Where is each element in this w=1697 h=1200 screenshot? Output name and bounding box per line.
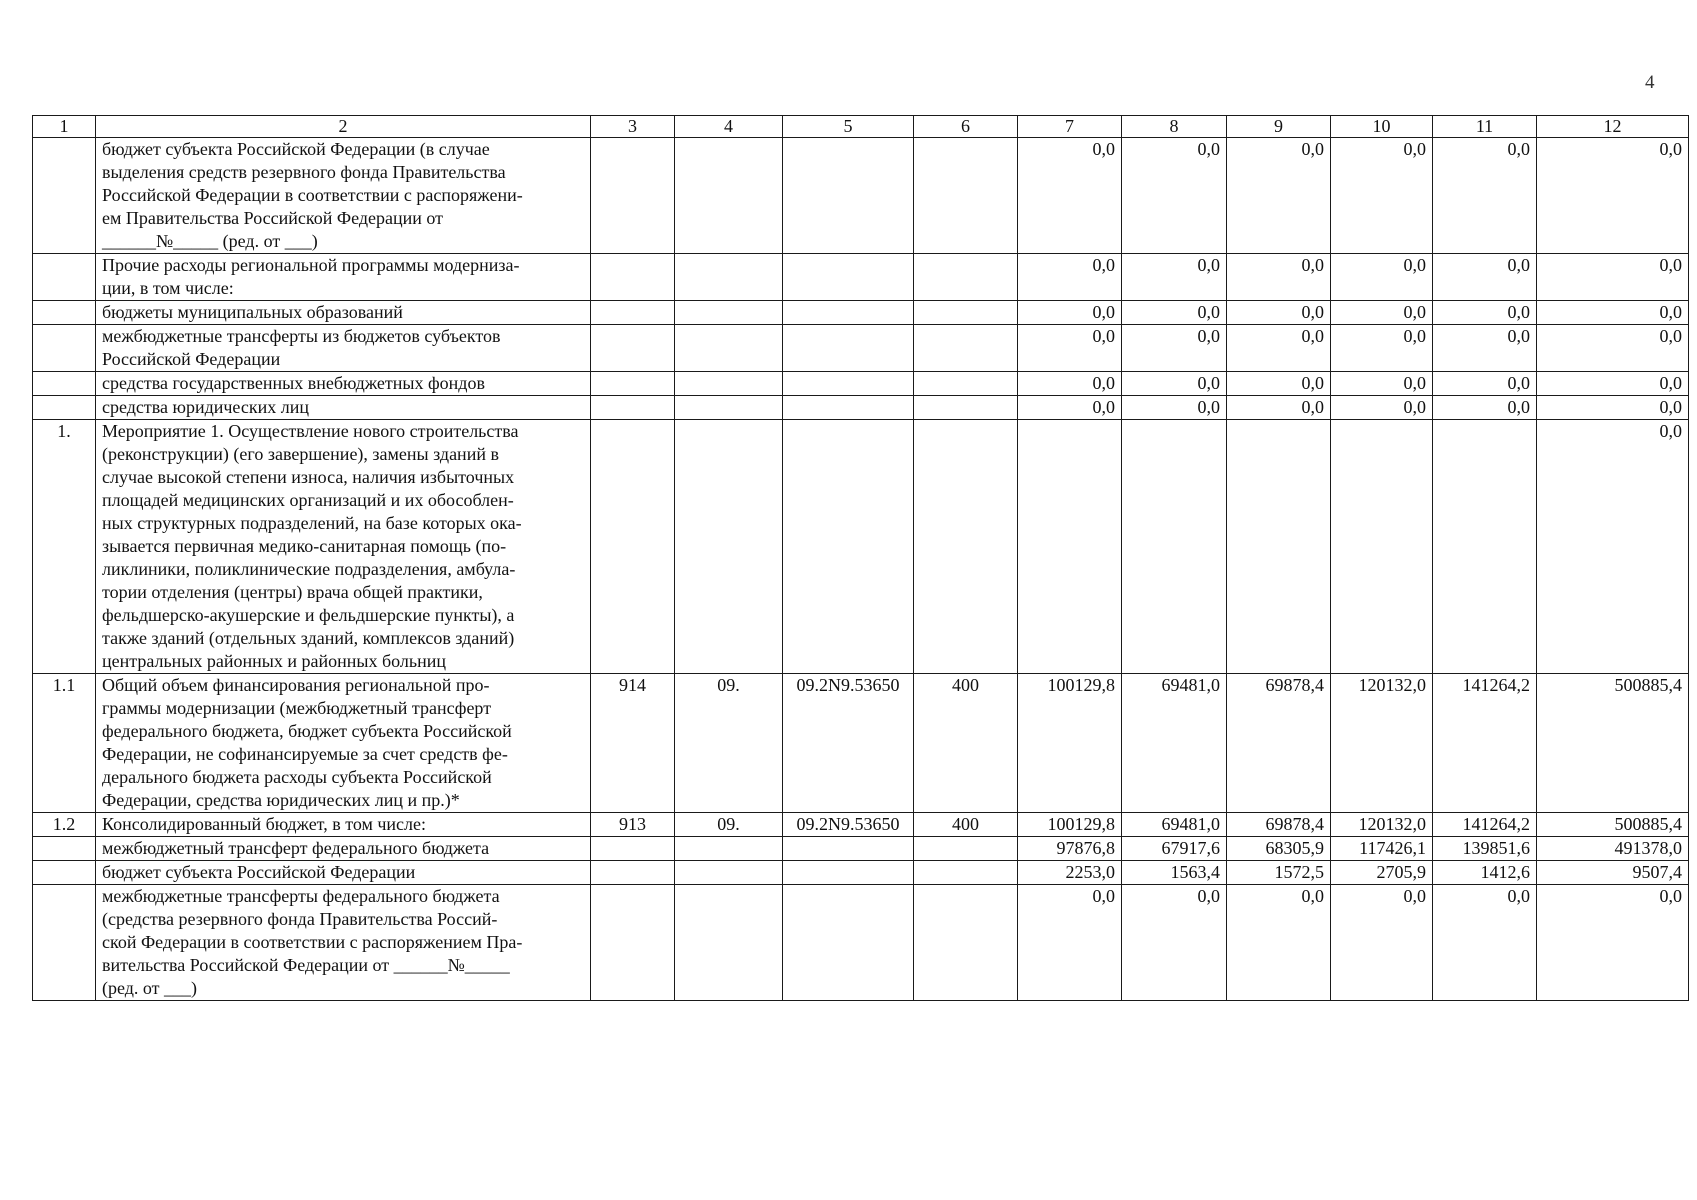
value-cell: 0,0 [1122,396,1227,420]
value-cell: 0,0 [1331,301,1433,325]
description-line: Прочие расходы региональной программы модерниза- [102,255,520,275]
row-number: 1.2 [33,813,96,837]
description-line: ______№_____ (ред. от ___) [102,231,318,251]
value-cell: 0,0 [1433,325,1537,372]
value-cell: 0,0 [1331,138,1433,254]
code-cell-5: 09.2N9.53650 [783,813,914,837]
value-cell [1331,420,1433,674]
code-cell-4 [675,396,783,420]
value-cell: 0,0 [1227,301,1331,325]
description-line: бюджет субъекта Российской Федерации [102,862,416,882]
row-description [96,372,591,396]
header-cell: 1 [33,116,96,138]
code-cell-4 [675,885,783,1001]
table-row [33,301,1689,325]
value-cell: 139851,6 [1433,837,1537,861]
code-cell-6 [914,420,1018,674]
description-line: зывается первичная медико-санитарная помощь (по- [102,536,507,556]
header-cell: 9 [1227,116,1331,138]
value-cell: 1572,5 [1227,861,1331,885]
description-line: ской Федерации в соответствии с распоряжением Пра- [102,932,523,952]
value-cell: 69481,0 [1122,674,1227,813]
value-cell: 0,0 [1227,885,1331,1001]
code-cell-3 [591,396,675,420]
description-line: межбюджетные трансферты федерального бюджета [102,886,500,906]
code-cell-6 [914,254,1018,301]
table-row [33,813,1689,837]
row-description [96,885,591,1001]
description-line: (реконструкции) (его завершение), замены зданий в [102,444,499,464]
code-cell-5 [783,254,914,301]
code-cell-6 [914,885,1018,1001]
table-row [33,396,1689,420]
description-line: тории отделения (центры) врача общей практики, [102,582,483,602]
value-cell: 0,0 [1122,254,1227,301]
description-line: бюджет субъекта Российской Федерации (в случае [102,139,490,159]
code-cell-3 [591,325,675,372]
row-number: 1.1 [33,674,96,813]
description-line: Общий объем финансирования региональной про- [102,675,490,695]
header-cell: 6 [914,116,1018,138]
description-line: федерального бюджета, бюджет субъекта Российской [102,721,512,741]
description-line: Российской Федерации [102,349,281,369]
value-cell: 0,0 [1537,396,1689,420]
description-line: (ред. от ___) [102,978,198,998]
description-line: площадей медицинских организаций и их обособлен- [102,490,514,510]
header-cell: 8 [1122,116,1227,138]
description-line: ции, в том числе: [102,278,234,298]
row-description [96,325,591,372]
description-line: ликлиники, поликлинические подразделения, амбула- [102,559,516,579]
value-cell: 2705,9 [1331,861,1433,885]
value-cell: 0,0 [1018,372,1122,396]
financing-table [32,115,1689,1001]
table-row [33,420,1689,674]
value-cell: 0,0 [1018,301,1122,325]
row-description [96,420,591,674]
value-cell: 0,0 [1018,138,1122,254]
description-line: межбюджетные трансферты из бюджетов субъектов [102,326,501,346]
code-cell-4 [675,138,783,254]
row-description [96,396,591,420]
table-row [33,138,1689,254]
table-row [33,885,1689,1001]
code-cell-6: 400 [914,674,1018,813]
code-cell-3 [591,420,675,674]
description-line: дерального бюджета расходы субъекта Российской [102,767,492,787]
value-cell: 0,0 [1018,396,1122,420]
code-cell-4 [675,837,783,861]
value-cell: 141264,2 [1433,674,1537,813]
value-cell: 0,0 [1537,254,1689,301]
description-line: бюджеты муниципальных образований [102,302,403,322]
code-cell-5 [783,372,914,396]
value-cell: 0,0 [1227,372,1331,396]
description-line: фельдшерско-акушерские и фельдшерские пункты), а [102,605,515,625]
header-cell: 7 [1018,116,1122,138]
code-cell-3: 914 [591,674,675,813]
code-cell-3 [591,138,675,254]
code-cell-4 [675,254,783,301]
description-line: центральных районных и районных больниц [102,651,447,671]
code-cell-5 [783,861,914,885]
value-cell: 69878,4 [1227,674,1331,813]
value-cell: 69878,4 [1227,813,1331,837]
code-cell-4 [675,301,783,325]
header-cell: 4 [675,116,783,138]
code-cell-5 [783,837,914,861]
value-cell [1018,420,1122,674]
value-cell: 0,0 [1433,301,1537,325]
row-description [96,837,591,861]
value-cell: 100129,8 [1018,674,1122,813]
description-line: Российской Федерации в соответствии с распоряжени- [102,185,523,205]
code-cell-6 [914,325,1018,372]
value-cell: 0,0 [1227,138,1331,254]
header-cell: 10 [1331,116,1433,138]
row-description [96,813,591,837]
table-row [33,861,1689,885]
column-number-header [33,116,1689,138]
value-cell: 0,0 [1331,325,1433,372]
code-cell-4 [675,325,783,372]
description-line: Мероприятие 1. Осуществление нового строительства [102,421,519,441]
value-cell [1433,420,1537,674]
value-cell: 0,0 [1331,885,1433,1001]
code-cell-4 [675,372,783,396]
value-cell: 117426,1 [1331,837,1433,861]
header-cell: 12 [1537,116,1689,138]
description-line: выделения средств резервного фонда Правительства [102,162,506,182]
code-cell-6 [914,861,1018,885]
header-cell: 2 [96,116,591,138]
code-cell-5 [783,301,914,325]
value-cell: 491378,0 [1537,837,1689,861]
row-description [96,301,591,325]
value-cell: 0,0 [1433,254,1537,301]
code-cell-4: 09. [675,674,783,813]
value-cell: 0,0 [1537,325,1689,372]
row-number [33,325,96,372]
value-cell: 500885,4 [1537,674,1689,813]
value-cell: 120132,0 [1331,674,1433,813]
value-cell: 0,0 [1433,138,1537,254]
code-cell-6 [914,396,1018,420]
code-cell-5 [783,885,914,1001]
value-cell: 0,0 [1122,325,1227,372]
table-row [33,372,1689,396]
value-cell: 0,0 [1433,885,1537,1001]
value-cell: 0,0 [1018,325,1122,372]
value-cell: 67917,6 [1122,837,1227,861]
value-cell: 0,0 [1537,420,1689,674]
value-cell: 0,0 [1331,254,1433,301]
value-cell: 141264,2 [1433,813,1537,837]
value-cell: 97876,8 [1018,837,1122,861]
table-row [33,837,1689,861]
row-number [33,885,96,1001]
value-cell: 0,0 [1122,301,1227,325]
code-cell-3 [591,861,675,885]
code-cell-5 [783,420,914,674]
description-line: случае высокой степени износа, наличия избыточных [102,467,515,487]
value-cell: 0,0 [1331,396,1433,420]
value-cell: 0,0 [1018,254,1122,301]
code-cell-5: 09.2N9.53650 [783,674,914,813]
value-cell: 0,0 [1227,396,1331,420]
value-cell: 0,0 [1433,396,1537,420]
row-number [33,372,96,396]
row-number [33,138,96,254]
description-line: (средства резервного фонда Правительства Россий- [102,909,498,929]
value-cell [1227,420,1331,674]
code-cell-6 [914,837,1018,861]
code-cell-4 [675,861,783,885]
code-cell-6 [914,372,1018,396]
description-line: ных структурных подразделений, на базе которых ока- [102,513,522,533]
description-line: Федерации, средства юридических лиц и пр.)* [102,790,460,810]
description-line: вительства Российской Федерации от ______№_____ [102,955,510,975]
page-number: 4 [1645,72,1655,93]
value-cell: 0,0 [1122,885,1227,1001]
value-cell: 0,0 [1122,138,1227,254]
row-number [33,301,96,325]
code-cell-4 [675,420,783,674]
row-description [96,861,591,885]
header-cell: 5 [783,116,914,138]
code-cell-3 [591,372,675,396]
header-cell: 3 [591,116,675,138]
code-cell-3 [591,885,675,1001]
row-description [96,138,591,254]
code-cell-3 [591,301,675,325]
value-cell: 0,0 [1331,372,1433,396]
value-cell: 0,0 [1433,372,1537,396]
value-cell: 1563,4 [1122,861,1227,885]
value-cell: 1412,6 [1433,861,1537,885]
code-cell-3: 913 [591,813,675,837]
value-cell: 0,0 [1227,325,1331,372]
value-cell: 9507,4 [1537,861,1689,885]
code-cell-5 [783,138,914,254]
code-cell-4: 09. [675,813,783,837]
table-row [33,674,1689,813]
value-cell: 68305,9 [1227,837,1331,861]
code-cell-5 [783,325,914,372]
table-row [33,254,1689,301]
value-cell: 0,0 [1537,372,1689,396]
row-number [33,861,96,885]
description-line: ем Правительства Российской Федерации от [102,208,443,228]
value-cell: 100129,8 [1018,813,1122,837]
code-cell-5 [783,396,914,420]
table-row [33,325,1689,372]
description-line: также зданий (отдельных зданий, комплексов зданий) [102,628,515,648]
code-cell-3 [591,837,675,861]
code-cell-6 [914,301,1018,325]
value-cell: 0,0 [1122,372,1227,396]
value-cell: 0,0 [1227,254,1331,301]
code-cell-6 [914,138,1018,254]
row-number [33,396,96,420]
value-cell: 120132,0 [1331,813,1433,837]
value-cell: 0,0 [1537,885,1689,1001]
code-cell-6: 400 [914,813,1018,837]
row-description [96,254,591,301]
value-cell: 69481,0 [1122,813,1227,837]
row-number: 1. [33,420,96,674]
description-line: средства юридических лиц [102,397,309,417]
code-cell-3 [591,254,675,301]
value-cell: 500885,4 [1537,813,1689,837]
row-number [33,254,96,301]
row-number [33,837,96,861]
value-cell: 0,0 [1018,885,1122,1001]
description-line: граммы модернизации (межбюджетный трансферт [102,698,492,718]
value-cell [1122,420,1227,674]
value-cell: 0,0 [1537,138,1689,254]
description-line: Консолидированный бюджет, в том числе: [102,814,427,834]
value-cell: 0,0 [1537,301,1689,325]
header-cell: 11 [1433,116,1537,138]
value-cell: 2253,0 [1018,861,1122,885]
description-line: средства государственных внебюджетных фондов [102,373,485,393]
description-line: Федерации, не софинансируемые за счет средств фе- [102,744,508,764]
description-line: межбюджетный трансферт федерального бюджета [102,838,490,858]
row-description [96,674,591,813]
